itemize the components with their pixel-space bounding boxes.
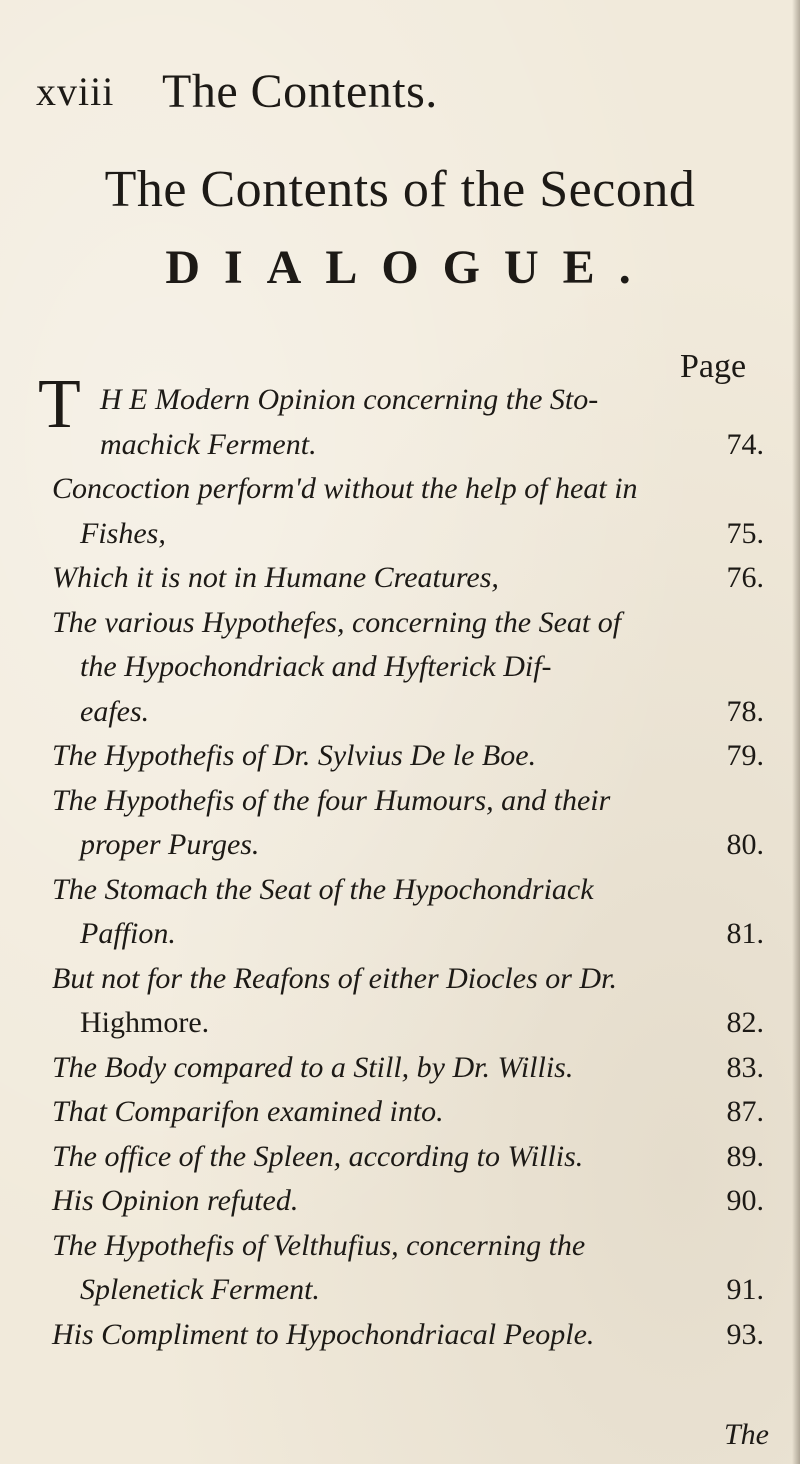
contents-entry bbox=[52, 1313, 764, 1358]
entry-text: His Compliment to Hypochondriacal People. bbox=[52, 1317, 595, 1351]
page-edge-shadow bbox=[792, 0, 800, 1464]
entry-text: The Body compared to a Still, by Dr. Willis. bbox=[52, 1050, 574, 1084]
running-head bbox=[26, 58, 760, 118]
entry-text: the Hypochondriack and Hyfterick Dif- bbox=[80, 650, 552, 683]
page-number: 93. bbox=[726, 1317, 764, 1351]
page-number: 87. bbox=[726, 1095, 764, 1128]
entry-text: The Hypothefis of the four Humours, and their bbox=[52, 783, 611, 817]
entry-line bbox=[52, 1001, 764, 1046]
contents-entry bbox=[52, 556, 764, 601]
entry-line bbox=[52, 423, 764, 468]
drop-capital: T bbox=[38, 366, 81, 443]
page-number: 76. bbox=[726, 561, 764, 594]
page-number: 81. bbox=[726, 917, 764, 950]
page-number: 80. bbox=[726, 828, 764, 861]
page-number: 78. bbox=[726, 694, 764, 728]
entry-text: proper Purges. bbox=[80, 828, 260, 861]
contents-entry bbox=[52, 1224, 764, 1313]
entry-text: Highmore. bbox=[80, 1006, 210, 1039]
contents-entry bbox=[52, 601, 764, 735]
entry-text: Splenetick Ferment. bbox=[80, 1273, 320, 1306]
contents-entry bbox=[52, 868, 764, 957]
entry-line bbox=[52, 734, 764, 779]
entry-text: eafes. bbox=[80, 694, 150, 728]
page-column-label: Page bbox=[680, 348, 747, 385]
contents-entry bbox=[52, 957, 764, 1046]
entry-text: machick Ferment. bbox=[100, 427, 317, 461]
entry-line bbox=[52, 467, 764, 512]
page-number: 79. bbox=[726, 739, 764, 772]
entry-line bbox=[52, 556, 764, 601]
entry-text: Paffion. bbox=[80, 917, 176, 950]
entry-line bbox=[52, 645, 764, 690]
entry-line bbox=[52, 1046, 764, 1091]
entry-line bbox=[52, 823, 764, 868]
page-number: 82. bbox=[726, 1006, 764, 1039]
entry-line bbox=[52, 779, 764, 824]
entry-line bbox=[52, 957, 764, 1002]
contents-entry bbox=[52, 1090, 764, 1135]
contents-title: The Contents of the Second bbox=[104, 161, 696, 218]
entry-text: The Hypothefis of Dr. Sylvius De le Boe. bbox=[52, 739, 537, 772]
contents-entry bbox=[52, 467, 764, 556]
catchword: The bbox=[724, 1418, 769, 1451]
contents-entry bbox=[52, 1135, 764, 1180]
contents-entry bbox=[52, 1046, 764, 1091]
folio: xviii bbox=[36, 69, 115, 114]
entry-line bbox=[52, 601, 764, 646]
entry-text: The various Hypothefes, concerning the Seat of bbox=[52, 605, 622, 639]
entry-text: But not for the Reafons of either Diocles or Dr. bbox=[52, 961, 617, 995]
page-number: 90. bbox=[726, 1184, 764, 1217]
page-number: 91. bbox=[726, 1273, 764, 1306]
page-number: 83. bbox=[726, 1050, 764, 1084]
contents-entry bbox=[52, 734, 764, 779]
entry-line bbox=[52, 1090, 764, 1135]
page-number: 74. bbox=[726, 427, 764, 461]
entry-text: The Stomach the Seat of the Hypochondriack bbox=[52, 872, 594, 906]
contents-entry bbox=[52, 779, 764, 868]
entry-line bbox=[52, 1268, 764, 1313]
contents-subtitle: DIALOGUE. bbox=[165, 241, 655, 294]
entry-line bbox=[52, 1313, 764, 1358]
entry-text: His Opinion refuted. bbox=[52, 1184, 299, 1217]
entry-text: The Hypothefis of Velthufius, concerning the bbox=[52, 1228, 586, 1262]
contents-entry bbox=[52, 1179, 764, 1224]
entry-line bbox=[52, 1224, 764, 1269]
entry-text: Fishes, bbox=[80, 516, 166, 550]
entry-line bbox=[52, 868, 764, 913]
entry-line bbox=[52, 690, 764, 735]
entry-line bbox=[52, 1135, 764, 1180]
entry-text: That Comparifon examined into. bbox=[52, 1095, 444, 1128]
entry-line bbox=[52, 1179, 764, 1224]
page-number: 89. bbox=[726, 1139, 764, 1173]
entry-text: Which it is not in Humane Creatures, bbox=[52, 561, 499, 594]
entry-line bbox=[52, 912, 764, 957]
entry-text: H E Modern Opinion concerning the Sto- bbox=[100, 383, 599, 416]
page-number: 75. bbox=[726, 516, 764, 550]
entry-text: Concoction perform'd without the help of heat in bbox=[52, 472, 638, 505]
entry-text: The office of the Spleen, according to Willis. bbox=[52, 1139, 584, 1173]
running-title: The Contents. bbox=[162, 65, 438, 118]
entry-line bbox=[52, 512, 764, 557]
